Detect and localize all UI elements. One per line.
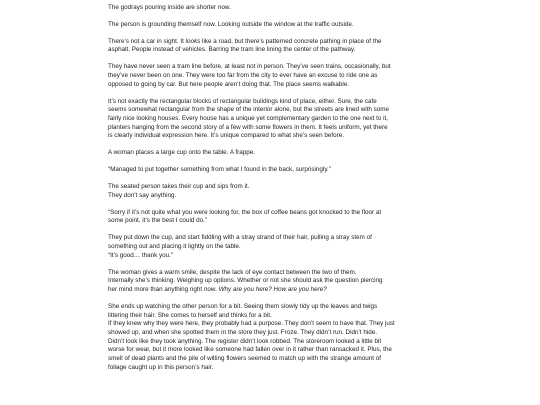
italic-text: looks <box>185 37 201 45</box>
paragraph <box>108 234 434 260</box>
text-segment: The person is grounding themself now. Looking outside the window at the traffic outside. <box>108 20 354 28</box>
paragraph <box>108 166 434 175</box>
text-line <box>108 338 434 347</box>
paragraph <box>108 63 434 89</box>
text-line <box>108 364 434 373</box>
text-line <box>108 124 434 133</box>
paragraph <box>108 149 434 158</box>
text-line <box>108 217 434 226</box>
text-segment: There’s not a car in sight. It <box>108 37 186 45</box>
text-line <box>108 81 434 90</box>
text-segment: some point, it’s the best I could do.” <box>108 217 207 225</box>
text-line <box>108 98 434 107</box>
text-line <box>108 303 434 312</box>
text-segment: “It’s good… thank you.” <box>108 251 173 259</box>
text-segment: asphalt. People instead of vehicles. Barring the tram line lining the center of the pathway. <box>108 46 356 54</box>
paragraph <box>108 209 434 226</box>
text-segment: her mind more than anything right now. <box>108 286 219 294</box>
text-line <box>108 166 434 175</box>
text-line <box>108 286 434 295</box>
text-segment: planters hanging from the second story of a few with some flowers in them. It feels uniform, yet there <box>108 123 388 131</box>
text-line <box>108 106 434 115</box>
text-segment: “Managed to put together something from what I found in the back, surprisingly.” <box>108 166 331 174</box>
text-segment: showed up, and when she spotted them in the store they just. Froze. They didn’t run. Didn’t hide. <box>108 329 378 337</box>
text-line <box>108 21 434 30</box>
text-line <box>108 269 434 278</box>
text-line <box>108 72 434 81</box>
text-segment: If they knew why they were here, they probably had a purpose. They don’t seem to have that. They just <box>108 320 395 328</box>
text-line <box>108 346 434 355</box>
text-line <box>108 243 434 252</box>
paragraph <box>108 183 434 200</box>
text-segment: foliage caught up in this person’s hair. <box>108 363 214 371</box>
text-line <box>108 355 434 364</box>
text-segment: littering their hair. She comes to herself and thinks for a bit. <box>108 311 272 319</box>
text-line <box>108 312 434 321</box>
text-segment: seems somewhat rectangular from the shape of the interior alone, but the streets are lined with some <box>108 106 390 114</box>
text-line <box>108 63 434 72</box>
text-segment: is clearly individual expression here. It’s unique compared to what she’s seen before. <box>108 132 345 140</box>
paragraph <box>108 269 434 295</box>
text-segment: They have never seen a tram line before, at least not in person. They’ve seen trains, occasionally, but <box>108 63 391 71</box>
text-segment: something out and placing it lightly on the table. <box>108 243 241 251</box>
text-segment: They put down the cup, and start fiddling with a stray strand of their hair, pulling a stray stem of <box>108 234 372 242</box>
text-line <box>108 38 434 47</box>
text-line <box>108 183 434 192</box>
text-line <box>108 132 434 141</box>
text-segment: worse for wear, but it more looked like someone had fallen over in it rather than ransacked it. Plus, the <box>108 346 392 354</box>
text-segment: The seated person takes their cup and sips from it. <box>108 183 250 191</box>
paragraph <box>108 98 434 142</box>
text-segment: A woman places a large cup onto the table. A frappe. <box>108 149 256 157</box>
text-line <box>108 234 434 243</box>
text-segment: fairly nice looking houses. Every house has a unique yet complementary garden to the one next to it, <box>108 115 389 123</box>
text-segment: “Sorry if it’s not quite what you were looking for, the box of coffee beans got knocked to the floor at <box>108 208 382 216</box>
paragraph <box>108 303 434 373</box>
paragraph <box>108 4 434 13</box>
text-line <box>108 209 434 218</box>
text-segment: The woman gives a warm smile, despite the lack of eye contact between the two of them. <box>108 268 357 276</box>
text-line <box>108 252 434 261</box>
text-segment: smell of dead plants and the pile of wilting flowers seemed to match up with the strange amount of <box>108 355 382 363</box>
text-line <box>108 329 434 338</box>
text-line <box>108 320 434 329</box>
paragraph <box>108 21 434 30</box>
text-segment: opposed to going by car. But here people aren’t doing that. The place seems walkable. <box>108 80 350 88</box>
document-body <box>108 4 434 381</box>
italic-text: Why are you here? How are you here? <box>218 286 327 294</box>
text-segment: Didn’t look like they took anything. The register didn’t look robbed. The storeroom looked a little bit <box>108 337 382 345</box>
text-segment: they’ve never been on one. They were too far from the city to ever have an excuse to ride one as <box>108 72 378 80</box>
text-line <box>108 115 434 124</box>
text-line <box>108 149 434 158</box>
text-line <box>108 46 434 55</box>
text-line <box>108 192 434 201</box>
paragraph <box>108 38 434 55</box>
text-line <box>108 277 434 286</box>
text-line <box>108 4 434 13</box>
text-segment: Internally she’s thinking. Weighing up options. Whether or not she should ask the question piercing <box>108 277 383 285</box>
text-segment: They don’t say anything. <box>108 191 177 199</box>
text-segment: The godrays pouring inside are shorter now. <box>108 4 231 11</box>
text-segment: She ends up watching the other person for a bit. Seeing them slowly tidy up the leaves and twigs <box>108 302 378 310</box>
text-segment: like a road, but there’s patterned concrete pathing in place of the <box>200 37 382 45</box>
text-segment: It’s not exactly the rectangular blocks of rectangular buildings kind of place, either. Sure, the cafe <box>108 97 377 105</box>
